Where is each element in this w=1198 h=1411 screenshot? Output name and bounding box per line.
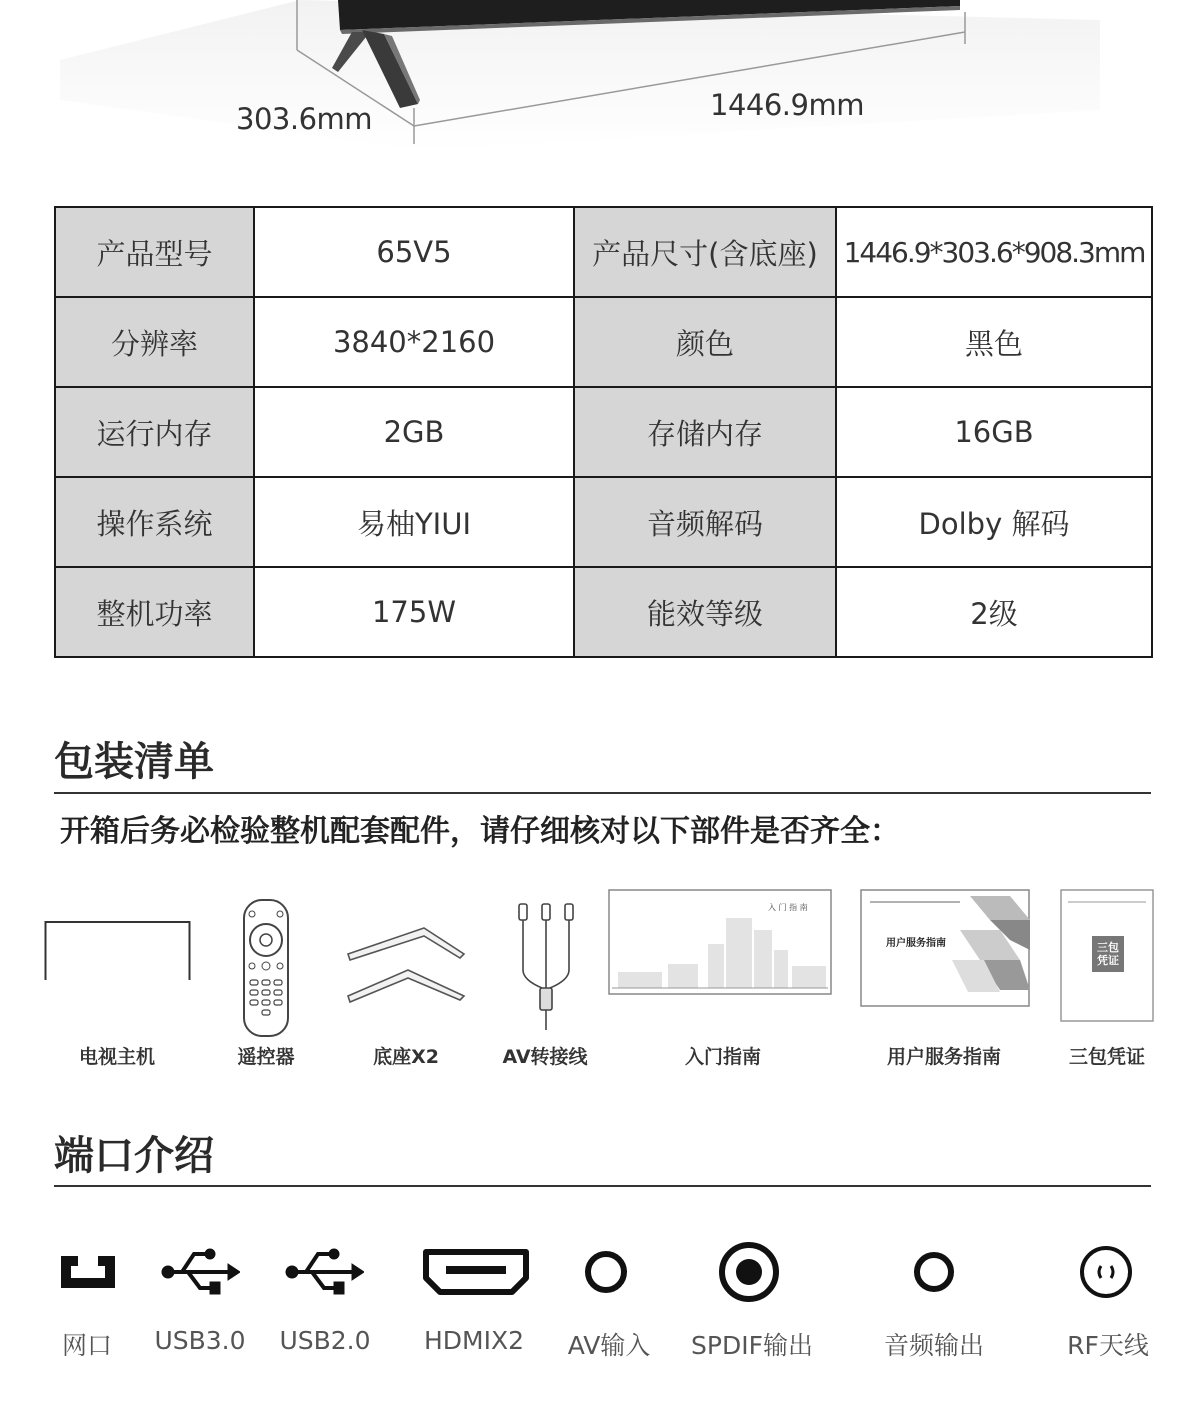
av-input-icon <box>582 1238 630 1312</box>
width-dimension-label: 1446.9mm <box>710 88 864 122</box>
usb-icon <box>284 1238 364 1312</box>
table-row <box>55 477 1152 567</box>
table-row <box>55 387 1152 477</box>
package-item-label: 遥控器 <box>237 1046 295 1068</box>
warranty-cover-title: 三包凭证 <box>1097 941 1119 967</box>
port-label: 音频输出 <box>883 1331 985 1360</box>
spec-key: 分辨率 <box>55 297 254 387</box>
ports-title: 端口介绍 <box>54 1133 214 1179</box>
spec-value: 2GB <box>254 387 574 477</box>
port-label: RF天线 <box>1067 1331 1149 1360</box>
section-divider <box>54 792 1151 794</box>
package-item-label: 电视主机 <box>78 1046 156 1068</box>
spec-key: 音频解码 <box>574 477 836 567</box>
rf-antenna-icon <box>1077 1238 1135 1312</box>
port-label: SPDIF输出 <box>691 1331 813 1360</box>
package-item-label: 底座X2 <box>373 1046 439 1068</box>
spec-value: 2级 <box>836 567 1152 657</box>
spec-value: Dolby 解码 <box>836 477 1152 567</box>
spec-key: 能效等级 <box>574 567 836 657</box>
spec-value: 黑色 <box>836 297 1152 387</box>
package-item-label: 三包凭证 <box>1068 1046 1146 1068</box>
table-row <box>55 297 1152 387</box>
spec-key: 运行内存 <box>55 387 254 477</box>
package-item-label: AV转接线 <box>502 1046 588 1068</box>
package-item-label: 用户服务指南 <box>886 1046 1002 1068</box>
section-divider <box>54 1185 1151 1187</box>
port-label: HDMIX2 <box>423 1326 525 1355</box>
spec-value: 16GB <box>836 387 1152 477</box>
table-row <box>55 567 1152 657</box>
package-item-label: 入门指南 <box>684 1046 762 1068</box>
spec-value: 易柚YIUI <box>254 477 574 567</box>
spec-value: 65V5 <box>254 207 574 297</box>
spec-key: 操作系统 <box>55 477 254 567</box>
spec-key: 整机功率 <box>55 567 254 657</box>
table-row <box>55 207 1152 297</box>
hdmi-port-icon <box>422 1238 530 1312</box>
port-label: USB3.0 <box>154 1326 246 1355</box>
port-label: AV输入 <box>567 1331 651 1360</box>
spec-key: 存储内存 <box>574 387 836 477</box>
spec-key: 产品尺寸(含底座) <box>574 207 836 297</box>
packing-list-title: 包装清单 <box>54 739 214 785</box>
service-guide-cover-title: 用户服务指南 <box>886 938 946 949</box>
spec-table <box>54 206 1153 658</box>
spec-value: 1446.9*303.6*908.3mm <box>836 207 1152 297</box>
port-label: USB2.0 <box>279 1326 371 1355</box>
packing-note: 开箱后务必检验整机配套配件，请仔细核对以下部件是否齐全： <box>60 814 900 849</box>
spec-key: 颜色 <box>574 297 836 387</box>
guide-cover-title: 入 门 指 南 <box>768 903 808 912</box>
depth-dimension-label: 303.6mm <box>236 102 373 136</box>
spec-value: 175W <box>254 567 574 657</box>
spec-value: 3840*2160 <box>254 297 574 387</box>
audio-output-icon <box>910 1238 958 1312</box>
spdif-output-icon <box>716 1238 782 1312</box>
port-label: 网口 <box>61 1331 113 1360</box>
ethernet-port-icon <box>58 1238 118 1312</box>
tv-stand-illustration <box>0 0 1198 170</box>
spec-key: 产品型号 <box>55 207 254 297</box>
usb-icon <box>160 1238 240 1312</box>
dimension-drawing <box>0 0 1198 170</box>
